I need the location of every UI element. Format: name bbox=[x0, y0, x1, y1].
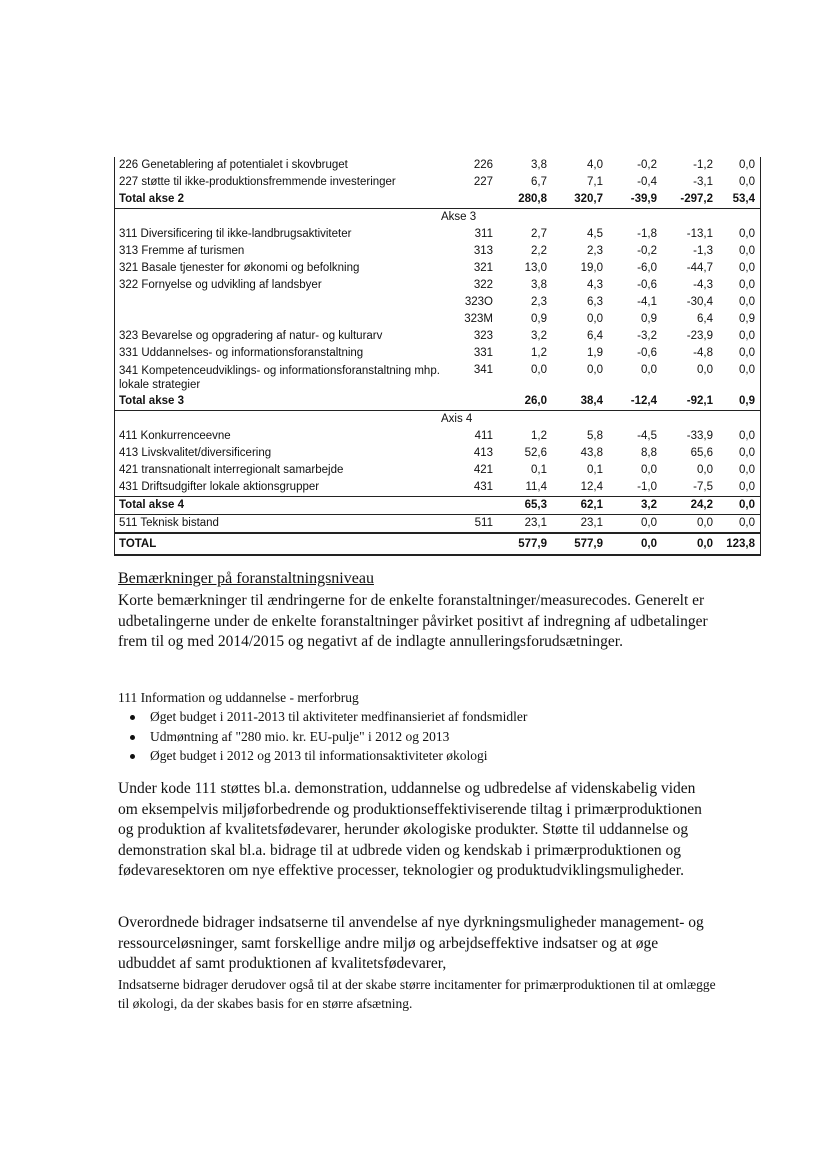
row-label: 341 Kompetenceudviklings- og informationsforanstaltning mhp. lokale strategier bbox=[119, 365, 440, 391]
row-value: 7,1 bbox=[587, 176, 603, 188]
row-code: 311 bbox=[474, 228, 493, 240]
bullet-item: Øget budget i 2011-2013 til aktiviteter medfinansieriet af fondsmidler bbox=[118, 707, 718, 727]
section-heading: Bemærkninger på foranstaltningsniveau bbox=[118, 570, 374, 587]
row-value: 12,4 bbox=[580, 481, 603, 493]
row-value: 0,9 bbox=[641, 313, 657, 325]
row-value: -0,6 bbox=[637, 347, 657, 359]
total-row bbox=[115, 497, 760, 515]
table-row bbox=[115, 428, 760, 445]
row-code: 323O bbox=[464, 296, 493, 308]
row-value: 0,0 bbox=[641, 538, 657, 550]
row-value: -0,2 bbox=[637, 159, 657, 171]
row-value: -6,0 bbox=[637, 262, 657, 274]
row-value: 0,0 bbox=[587, 364, 603, 376]
row-label: 313 Fremme af turismen bbox=[119, 245, 245, 257]
row-value: -3,2 bbox=[637, 330, 657, 342]
paragraph-overall-main: Overordnede bidrager indsatserne til anvendelse af nye dyrkningsmuligheder management- og ressourceløsninger, samt forskellige andre miljø og arbejdseffektive indsatser og at øge udbuddet af samt produktionen af kvalitetsfødevarer, bbox=[118, 914, 704, 972]
row-value: 0,1 bbox=[587, 464, 603, 476]
row-value: 2,2 bbox=[531, 245, 547, 257]
row-value: 0,0 bbox=[739, 499, 755, 511]
row-value: 19,0 bbox=[580, 262, 603, 274]
table-row bbox=[115, 157, 760, 174]
row-value: 13,0 bbox=[524, 262, 547, 274]
row-code: 411 bbox=[474, 430, 493, 442]
table-row bbox=[115, 515, 760, 532]
row-value: 0,0 bbox=[641, 364, 657, 376]
row-value: 6,3 bbox=[587, 296, 603, 308]
axis-label: Axis 4 bbox=[441, 413, 473, 425]
row-value: 0,0 bbox=[697, 538, 713, 550]
bullet-list bbox=[118, 707, 718, 766]
row-value: 38,4 bbox=[580, 395, 603, 407]
row-value: -4,3 bbox=[693, 279, 713, 291]
row-code: 413 bbox=[473, 447, 493, 459]
row-value: 4,3 bbox=[587, 279, 603, 291]
row-value: -30,4 bbox=[686, 296, 713, 308]
row-value: 0,0 bbox=[697, 364, 713, 376]
row-value: -92,1 bbox=[686, 395, 713, 407]
row-label: 421 transnationalt interregionalt samarbejde bbox=[119, 464, 344, 476]
row-value: 577,9 bbox=[518, 538, 547, 550]
row-value: 5,8 bbox=[587, 430, 603, 442]
row-value: 24,2 bbox=[690, 499, 713, 511]
table-row bbox=[115, 277, 760, 294]
table-row bbox=[115, 260, 760, 277]
row-value: 0,0 bbox=[739, 330, 755, 342]
row-value: -3,1 bbox=[693, 176, 713, 188]
row-code: 341 bbox=[473, 364, 493, 376]
row-value: 0,0 bbox=[739, 228, 755, 240]
row-value: 0,0 bbox=[587, 313, 603, 325]
row-value: 6,4 bbox=[587, 330, 603, 342]
row-value: -1,0 bbox=[637, 481, 657, 493]
table-row bbox=[115, 345, 760, 362]
row-label: 323 Bevarelse og opgradering af natur- og kulturarv bbox=[119, 330, 383, 342]
row-value: 26,0 bbox=[524, 395, 547, 407]
total-row bbox=[115, 191, 760, 209]
table-row bbox=[115, 462, 760, 479]
row-value: 280,8 bbox=[518, 193, 547, 205]
row-label: 311 Diversificering til ikke-landbrugsaktiviteter bbox=[119, 228, 352, 240]
row-value: 0,0 bbox=[739, 347, 755, 359]
row-label: 322 Fornyelse og udvikling af landsbyer bbox=[119, 279, 322, 291]
table-row bbox=[115, 243, 760, 260]
row-value: -44,7 bbox=[686, 262, 713, 274]
row-value: 123,8 bbox=[726, 538, 755, 550]
row-value: 3,8 bbox=[531, 279, 547, 291]
axis-label-row bbox=[115, 209, 760, 226]
paragraph-overall-tail: Indsatserne bidrager derudover også til at der skabe større incitamenter for primærproduktionen til at omlægge til økologi, da der skabes basis for en større afsætning. bbox=[118, 976, 716, 1011]
table-row bbox=[115, 174, 760, 191]
row-label: Total akse 2 bbox=[119, 193, 184, 205]
row-value: -4,5 bbox=[637, 430, 657, 442]
row-value: 0,0 bbox=[739, 296, 755, 308]
row-value: 0,0 bbox=[739, 364, 755, 376]
row-value: 43,8 bbox=[580, 447, 603, 459]
intro-paragraph: Korte bemærkninger til ændringerne for de enkelte foranstaltninger/measurecodes. Generelt er udbetalingerne under de enkelte foranstaltninger påvirket positivt af indregning af udbetalinger frem til og med 2014/2015 og negativt af de indlagte annulleringsforudsætninger. bbox=[118, 592, 708, 650]
row-value: 0,0 bbox=[531, 364, 547, 376]
row-value: 320,7 bbox=[574, 193, 603, 205]
table-row bbox=[115, 328, 760, 345]
row-value: 0,0 bbox=[697, 517, 713, 529]
row-code: 323M bbox=[464, 313, 493, 325]
row-value: 65,3 bbox=[524, 499, 547, 511]
axis-label-row bbox=[115, 411, 760, 428]
row-value: -33,9 bbox=[686, 430, 713, 442]
row-value: 1,2 bbox=[531, 347, 547, 359]
row-value: 0,0 bbox=[739, 517, 755, 529]
row-label: 511 Teknisk bistand bbox=[119, 517, 219, 529]
row-value: 3,2 bbox=[641, 499, 657, 511]
row-code: 421 bbox=[473, 464, 493, 476]
row-value: -23,9 bbox=[686, 330, 713, 342]
row-value: 0,0 bbox=[641, 517, 657, 529]
row-value: -1,2 bbox=[693, 159, 713, 171]
row-value: 62,1 bbox=[580, 499, 603, 511]
row-label: TOTAL bbox=[119, 538, 157, 550]
row-value: 4,0 bbox=[587, 159, 603, 171]
row-value: 577,9 bbox=[574, 538, 603, 550]
row-value: -1,3 bbox=[693, 245, 713, 257]
total-row bbox=[115, 393, 760, 411]
row-value: -4,8 bbox=[693, 347, 713, 359]
row-value: 4,5 bbox=[587, 228, 603, 240]
row-label: 227 støtte til ikke-produktionsfremmende investeringer bbox=[119, 176, 396, 188]
row-value: -13,1 bbox=[686, 228, 713, 240]
row-value: 0,9 bbox=[739, 313, 755, 325]
section-111-title: 111 Information og uddannelse - merforbrug bbox=[118, 690, 359, 705]
row-label: Total akse 4 bbox=[119, 499, 184, 511]
row-value: -0,4 bbox=[637, 176, 657, 188]
bullet-item: Udmøntning af "280 mio. kr. EU-pulje" i 2012 og 2013 bbox=[118, 727, 718, 747]
bullet-item: Øget budget i 2012 og 2013 til informationsaktiviteter økologi bbox=[118, 746, 718, 766]
axis-label: Akse 3 bbox=[441, 211, 477, 223]
row-value: 0,0 bbox=[739, 279, 755, 291]
row-value: 0,9 bbox=[531, 313, 547, 325]
row-label: 431 Driftsudgifter lokale aktionsgrupper bbox=[119, 481, 320, 493]
row-value: -0,6 bbox=[637, 279, 657, 291]
row-code: 431 bbox=[473, 481, 493, 493]
table-row bbox=[115, 362, 760, 393]
row-value: -7,5 bbox=[693, 481, 713, 493]
section-111 bbox=[118, 688, 718, 766]
table-row bbox=[115, 445, 760, 462]
row-value: 3,8 bbox=[531, 159, 547, 171]
row-value: 0,0 bbox=[697, 464, 713, 476]
row-value: 1,2 bbox=[531, 430, 547, 442]
row-value: 3,2 bbox=[531, 330, 547, 342]
row-value: -39,9 bbox=[630, 193, 657, 205]
row-value: 0,9 bbox=[739, 395, 755, 407]
row-value: 0,0 bbox=[739, 430, 755, 442]
row-code: 313 bbox=[473, 245, 493, 257]
row-value: -12,4 bbox=[630, 395, 657, 407]
row-value: 11,4 bbox=[525, 481, 547, 493]
row-value: 0,1 bbox=[531, 464, 547, 476]
row-value: 2,3 bbox=[531, 296, 547, 308]
row-code: 511 bbox=[474, 517, 493, 529]
row-value: -4,1 bbox=[637, 296, 657, 308]
paragraph-overall bbox=[118, 913, 718, 1013]
row-label: 331 Uddannelses- og informationsforanstaltning bbox=[119, 347, 364, 359]
row-value: 2,3 bbox=[587, 245, 603, 257]
row-code: 321 bbox=[473, 262, 493, 274]
row-value: 53,4 bbox=[732, 193, 755, 205]
row-value: -0,2 bbox=[637, 245, 657, 257]
table-row bbox=[115, 311, 760, 328]
row-value: 23,1 bbox=[580, 517, 603, 529]
row-value: 6,7 bbox=[531, 176, 547, 188]
row-label: 321 Basale tjenester for økonomi og befolkning bbox=[119, 262, 360, 274]
row-value: 0,0 bbox=[739, 481, 755, 493]
row-value: 8,8 bbox=[641, 447, 657, 459]
paragraph-code-111: Under kode 111 støttes bl.a. demonstration, uddannelse og udbredelse af videnskabelig viden om eksempelvis miljøforbedrende og produktionseffektiviserende tiltag i primærproduktionen og produktion af kvalitetsfødevarer, herunder økologiske produkter. Støtte til uddannelse og demonstration skal bl.a. bidrage til at udbrede viden og kendskab i primærproduktionen og fødevaresektoren om nye effektive processer, teknologier og produktudviklingsmuligheder. bbox=[118, 780, 702, 879]
row-value: 0,0 bbox=[739, 159, 755, 171]
row-code: 322 bbox=[473, 279, 493, 291]
row-value: 23,1 bbox=[524, 517, 547, 529]
grand-total-row bbox=[115, 532, 760, 554]
row-code: 323 bbox=[473, 330, 493, 342]
row-code: 331 bbox=[473, 347, 493, 359]
row-value: 65,6 bbox=[690, 447, 713, 459]
row-label: 413 Livskvalitet/diversificering bbox=[119, 447, 272, 459]
row-label: Total akse 3 bbox=[119, 395, 184, 407]
row-value: -297,2 bbox=[680, 193, 713, 205]
table-row bbox=[115, 226, 760, 243]
row-value: 2,7 bbox=[531, 228, 547, 240]
row-code: 227 bbox=[473, 176, 493, 188]
row-label: 226 Genetablering af potentialet i skovbruget bbox=[119, 159, 348, 171]
row-value: 52,6 bbox=[524, 447, 547, 459]
row-value: 0,0 bbox=[739, 447, 755, 459]
row-value: 0,0 bbox=[739, 262, 755, 274]
table-row bbox=[115, 294, 760, 311]
row-value: 0,0 bbox=[739, 176, 755, 188]
table-row bbox=[115, 479, 760, 497]
row-value: 0,0 bbox=[641, 464, 657, 476]
row-value: 0,0 bbox=[739, 245, 755, 257]
budget-table bbox=[114, 157, 761, 556]
row-value: -1,8 bbox=[637, 228, 657, 240]
row-value: 0,0 bbox=[739, 464, 755, 476]
row-label: 411 Konkurrenceevne bbox=[119, 430, 231, 442]
row-value: 6,4 bbox=[697, 313, 713, 325]
row-code: 226 bbox=[473, 159, 493, 171]
row-value: 1,9 bbox=[587, 347, 603, 359]
